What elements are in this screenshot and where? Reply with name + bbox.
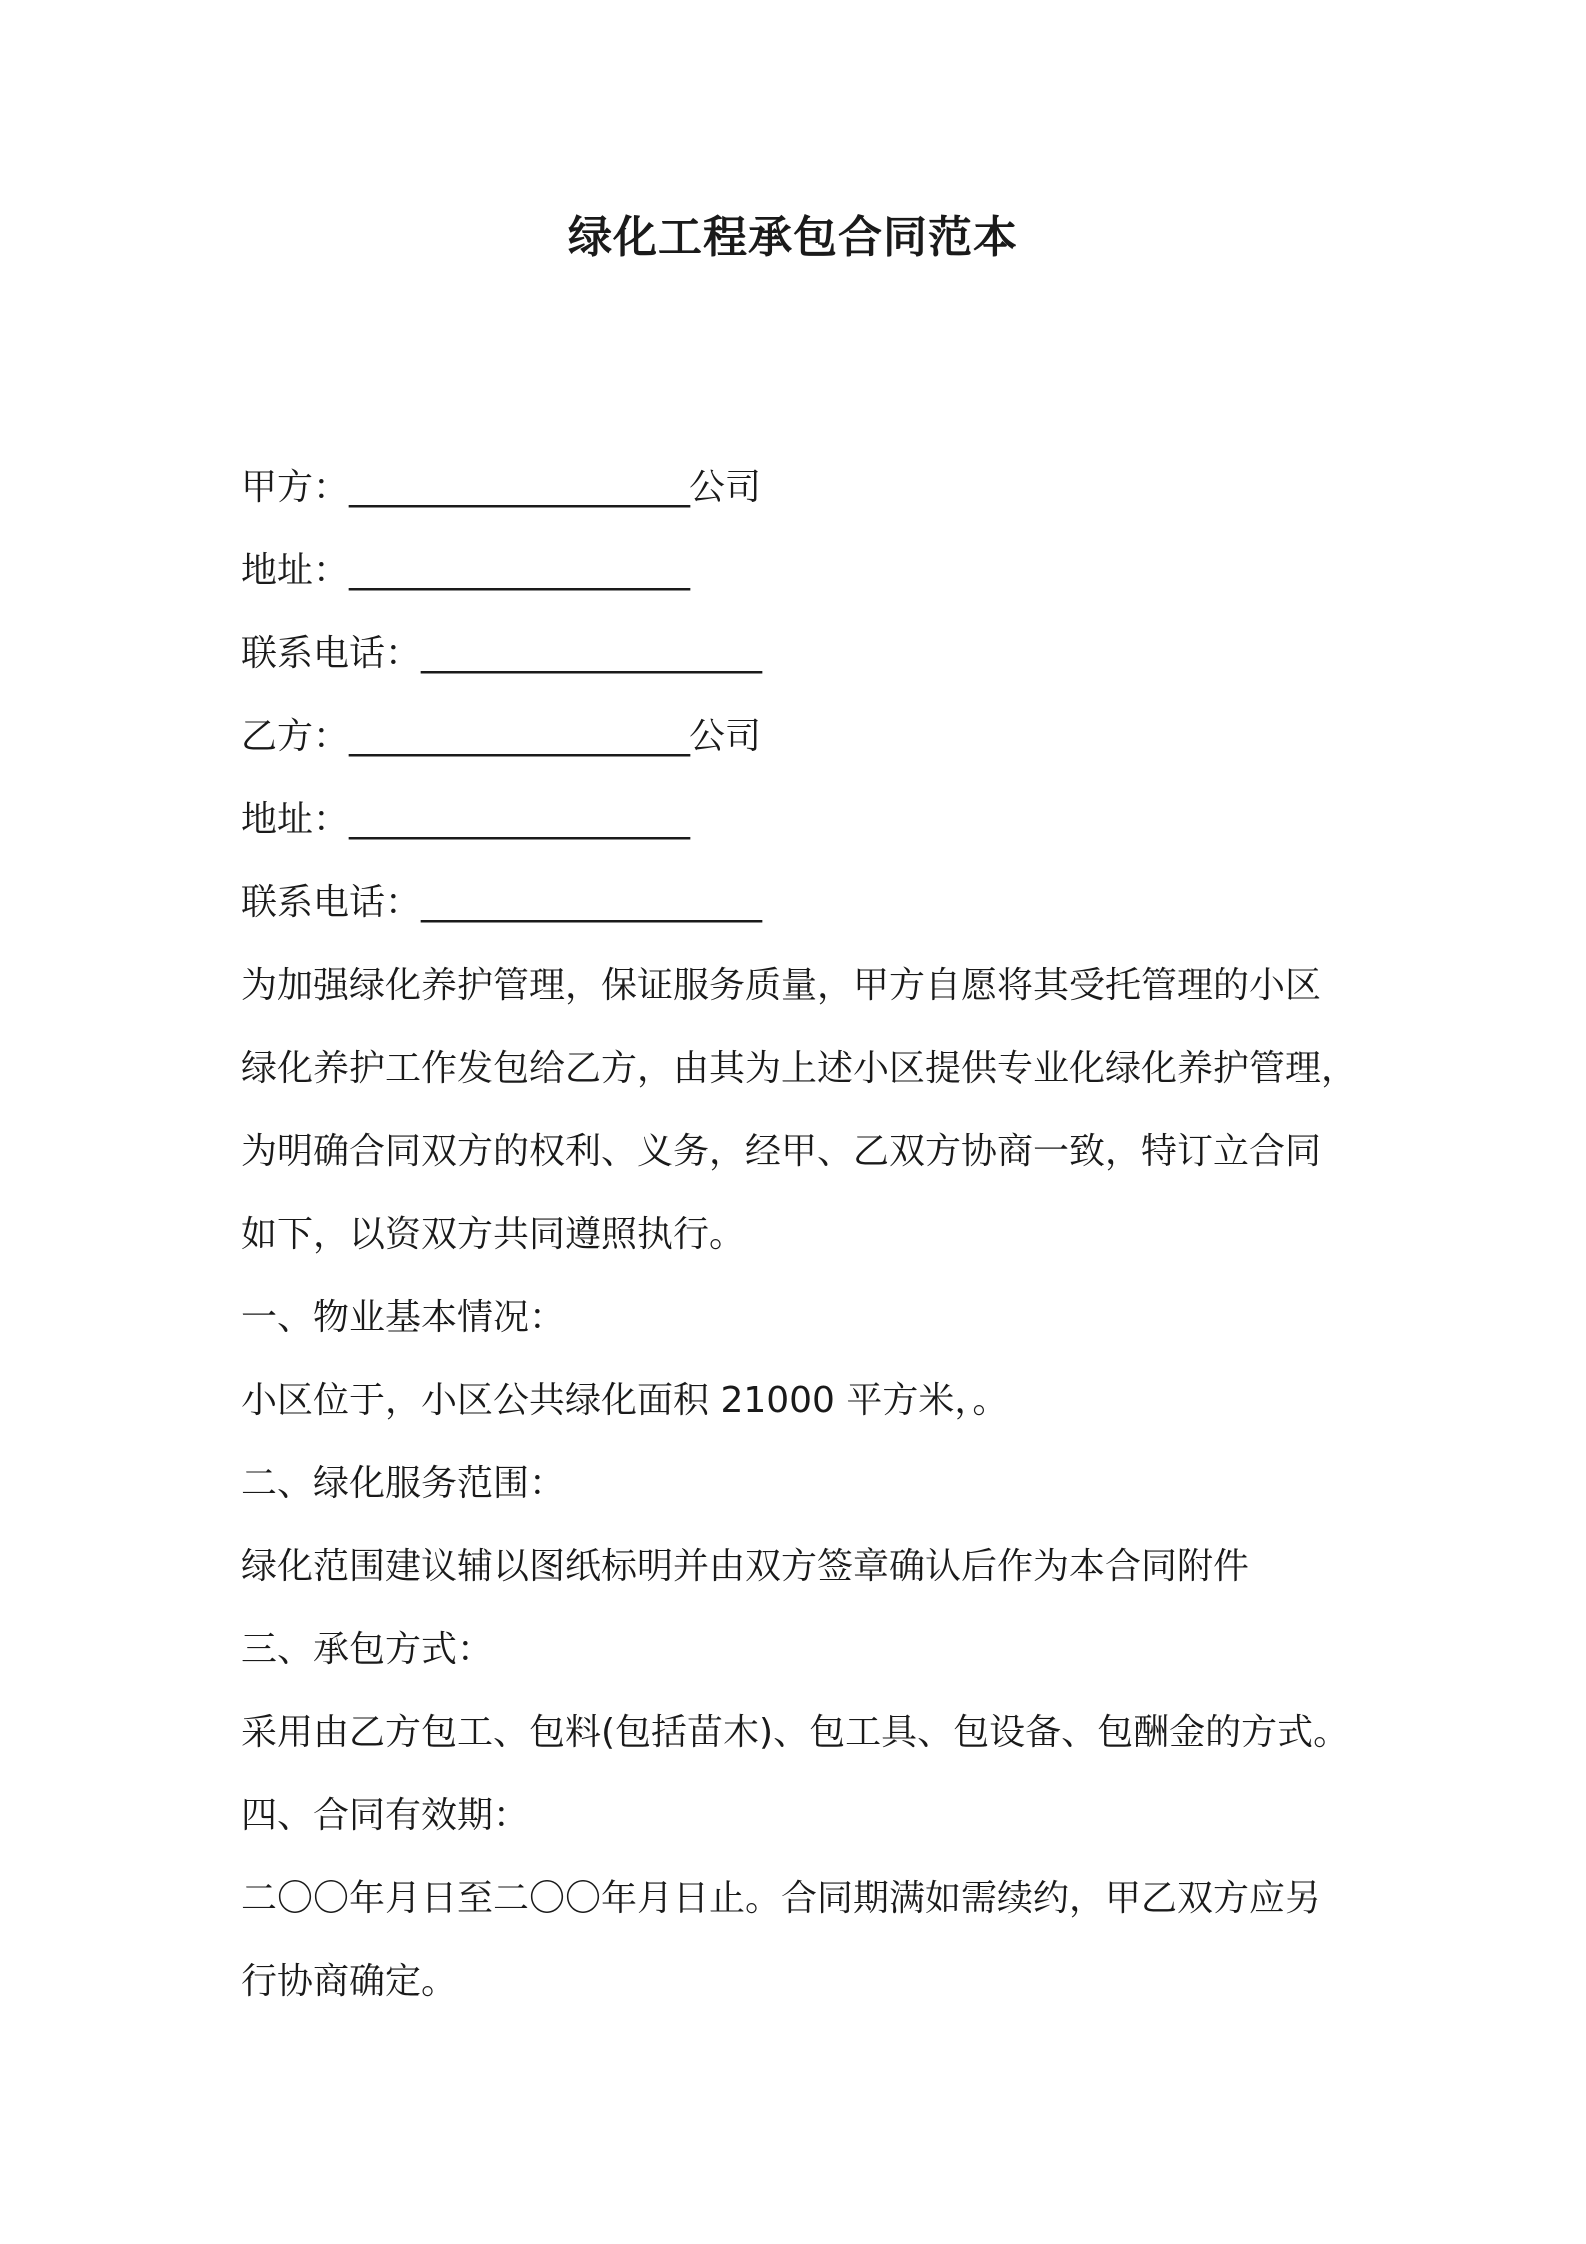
section-content: 二〇〇年月日至二〇〇年月日止。合同期满如需续约，甲乙双方应另 [241, 1878, 1322, 1919]
party-b-phone-line [241, 861, 1371, 944]
section-content: 绿化范围建议辅以图纸标明并由双方签章确认后作为本合同附件 [241, 1546, 1250, 1587]
section-heading: 一、物业基本情况： [241, 1297, 566, 1338]
section-content: 行协商确定。 [241, 1961, 458, 2002]
party-b-label: 乙方： [241, 716, 350, 757]
preamble-line: 为加强绿化养护管理，保证服务质量，甲方自愿将其受托管理的小区 [241, 965, 1322, 1006]
document-body [241, 446, 1371, 2023]
section-content: 小区位于，小区公共绿化面积 21000 平方米，。 [241, 1380, 1009, 1421]
party-a-address-blank: ____________________ [349, 550, 690, 591]
party-a-blank: ____________________ [349, 467, 690, 508]
preamble-line: 如下，以资双方共同遵照执行。 [241, 1214, 746, 1255]
document-title: 绿化工程承包合同范本 [568, 212, 1018, 263]
party-a-label: 甲方： [241, 467, 350, 508]
section-heading: 二、绿化服务范围： [241, 1463, 566, 1504]
party-b-address-line [241, 778, 1371, 861]
party-b-phone-blank: ____________________ [421, 882, 762, 923]
party-b-suffix: 公司 [689, 716, 762, 757]
party-a-phone-label: 联系电话： [241, 633, 422, 674]
section-heading: 四、合同有效期： [241, 1795, 530, 1836]
party-b-blank: ____________________ [349, 716, 690, 757]
party-a-address-label: 地址： [241, 550, 350, 591]
party-b-phone-label: 联系电话： [241, 882, 422, 923]
party-b-line [241, 695, 1371, 778]
section-heading: 三、承包方式： [241, 1629, 494, 1670]
preamble-line: 绿化养护工作发包给乙方，由其为上述小区提供专业化绿化养护管理， [241, 1048, 1358, 1089]
party-a-address-line [241, 529, 1371, 612]
preamble-line: 为明确合同双方的权利、义务，经甲、乙双方协商一致，特订立合同 [241, 1131, 1322, 1172]
party-b-address-label: 地址： [241, 799, 350, 840]
party-a-line [241, 446, 1371, 529]
party-a-phone-line [241, 612, 1371, 695]
party-a-suffix: 公司 [689, 467, 762, 508]
party-b-address-blank: ____________________ [349, 799, 690, 840]
party-a-phone-blank: ____________________ [421, 633, 762, 674]
section-content: 采用由乙方包工、包料(包括苗木)、包工具、包设备、包酬金的方式。 [241, 1712, 1350, 1753]
